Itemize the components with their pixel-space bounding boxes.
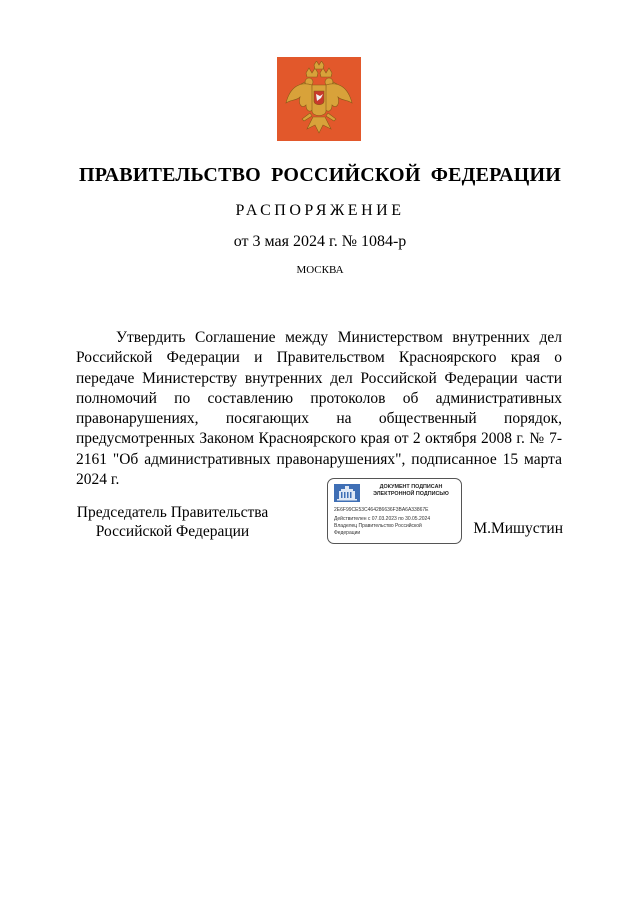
stamp-validity: Действителен с 07.03.2023 по 30.05.2024 — [334, 516, 431, 522]
stamp-certificate: 2E6F99CE53C464286636F3BA6A33867E — [334, 507, 429, 513]
signer-name: М.Мишустин — [473, 520, 563, 537]
stamp-heading — [364, 484, 458, 498]
signer-title-line2: Российской Федерации — [95, 523, 250, 540]
stamp-heading-line2: ЭЛЕКТРОННОЙ ПОДПИСЬЮ — [373, 491, 449, 497]
double-headed-eagle-icon — [282, 61, 356, 137]
document-city: МОСКВА — [296, 264, 344, 276]
document-type: РАСПОРЯЖЕНИЕ — [235, 202, 405, 219]
signer-title-line1: Председатель Правительства — [76, 504, 269, 521]
government-building-icon — [334, 484, 360, 502]
electronic-signature-stamp — [327, 478, 462, 544]
stamp-owner-line1: Владелец Правительство Российской — [334, 523, 422, 529]
stamp-heading-line1: ДОКУМЕНТ ПОДПИСАН — [379, 484, 443, 490]
state-emblem — [277, 57, 361, 141]
signer-title — [60, 503, 285, 541]
document-date-number: от 3 мая 2024 г. № 1084-р — [233, 233, 407, 250]
order-paragraph: Утвердить Соглашение между Министерством внутренних дел Российской Федерации и Правительством Красноярского края о передаче Министерству внутренних дел Российской Федерации части полномочий по составлению протоколов об административных правонарушениях, посягающих на общественный порядок, предусмотренных Законом Красноярского края от 2 октября 2008 г. № 7-2161 "Об административных правонарушениях", подписанное 15 марта 2024 г. — [76, 329, 562, 489]
government-title: ПРАВИТЕЛЬСТВО РОССИЙСКОЙ ФЕДЕРАЦИИ — [79, 164, 561, 186]
stamp-owner-line2: Федерации — [334, 529, 361, 536]
